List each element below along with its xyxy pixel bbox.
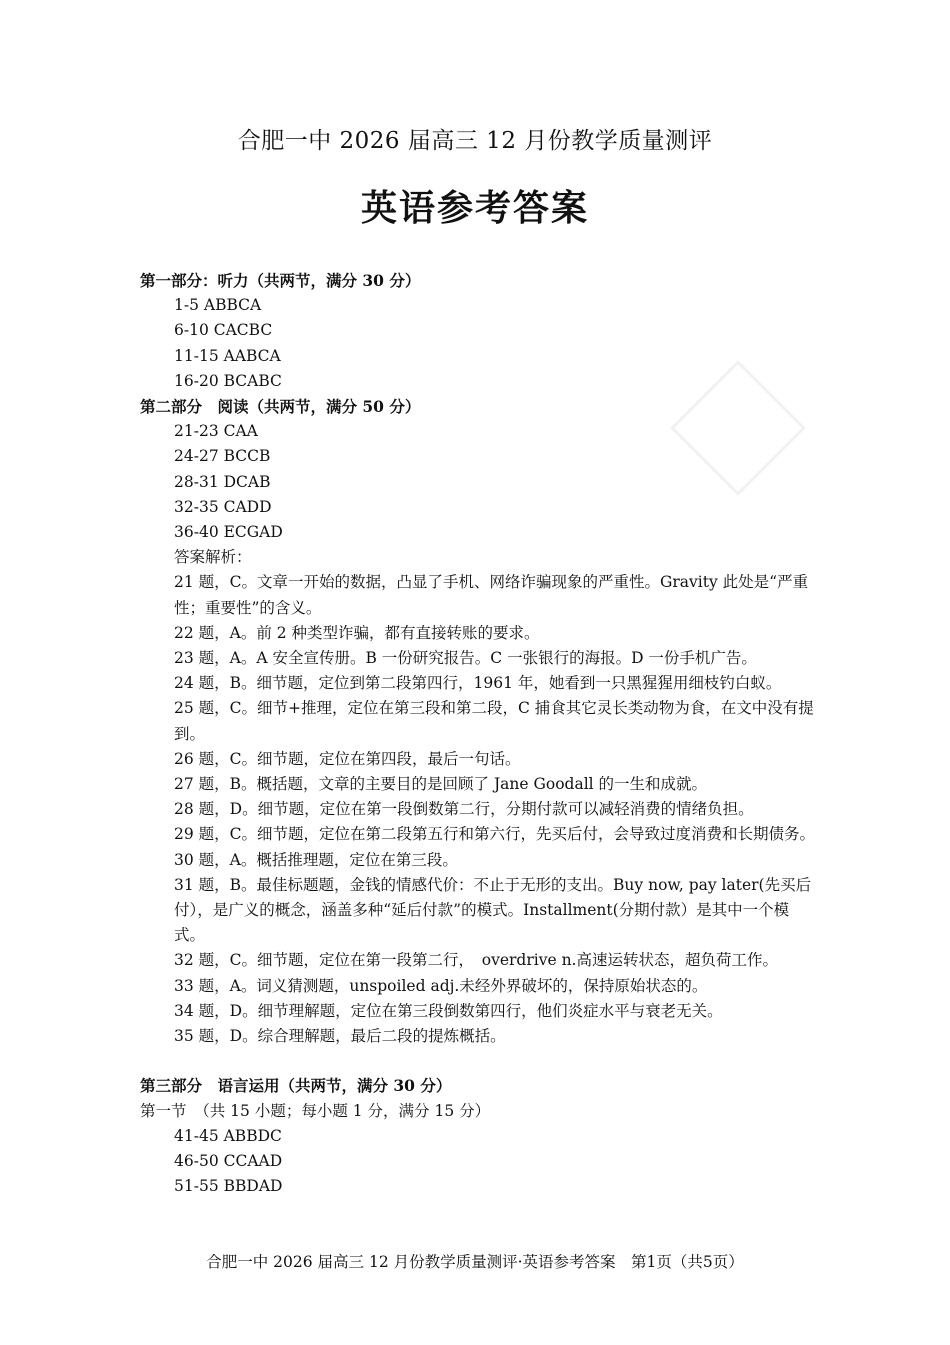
part1-heading: 第一部分：听力（共两节，满分 30 分）: [140, 271, 421, 290]
answer-line: 6-10 CACBC: [174, 321, 273, 340]
section1-heading: 第一节 （共 15 小题；每小题 1 分，满分 15 分）: [140, 1101, 491, 1120]
explanation: 28 题，D。细节题，定位在第一段倒数第二行，分期付款可以减轻消费的情绪负担。: [174, 800, 754, 819]
exam-title: 合肥一中 2026 届高三 12 月份教学质量测评: [237, 128, 713, 154]
explanation: 30 题，A。概括推理题，定位在第三段。: [174, 850, 458, 869]
answer-line: 32-35 CADD: [174, 497, 272, 516]
explanation: 26 题，C。细节题，定位在第四段，最后一句话。: [174, 749, 521, 768]
explanation: 29 题，C。细节题，定位在第二段第五行和第六行，先买后付，会导致过度消费和长期债务。: [174, 825, 816, 844]
answer-line: 24-27 BCCB: [174, 447, 271, 466]
explanation: 22 题，A。前 2 种类型诈骗，都有直接转账的要求。: [174, 623, 540, 642]
answer-line: 41-45 ABBDC: [174, 1126, 282, 1145]
answer-line: 1-5 ABBCA: [174, 296, 262, 315]
answer-line: 36-40 ECGAD: [174, 523, 283, 542]
answer-line: 51-55 BBDAD: [174, 1177, 283, 1196]
page-footer: 合肥一中 2026 届高三 12 月份教学质量测评·英语参考答案 第1页（共5页）: [206, 1253, 744, 1271]
part3-heading: 第三部分 语言运用（共两节，满分 30 分）: [140, 1076, 452, 1096]
explanation: 31 题，B。最佳标题题，金钱的情感代价：不止于无形的支出。Buy now, pay later(先买后付），是广义的概念，涵盖多种“延后付款”的模式。Installment(分期付款）是其中一个模式。: [174, 875, 812, 945]
explanation: 23 题，A。A 安全宣传册。B 一份研究报告。C 一张银行的海报。D 一份手机广告。: [174, 649, 757, 668]
explanation: 34 题，D。细节理解题，定位在第三段倒数第四行，他们炎症水平与衰老无关。: [174, 1001, 723, 1020]
document-subtitle: 英语参考答案: [360, 187, 589, 229]
answer-line: 46-50 CCAAD: [174, 1151, 283, 1170]
answer-line: 28-31 DCAB: [174, 472, 271, 491]
spacer: [140, 1049, 820, 1073]
answer-line: 11-15 AABCA: [174, 346, 281, 365]
explanation: 24 题，B。细节题，定位到第二段第四行，1961 年，她看到一只黑猩猩用细枝钓白蚁。: [174, 674, 782, 693]
answer-content: [140, 268, 820, 1199]
analysis-label: 答案解析：: [174, 548, 252, 567]
explanation: 33 题，A。词义猜测题，unspoiled adj.未经外界破坏的，保持原始状态的。: [174, 976, 708, 995]
explanation: 35 题，D。综合理解题，最后二段的提炼概括。: [174, 1027, 506, 1046]
part2-heading: 第二部分 阅读（共两节，满分 50 分）: [140, 397, 421, 417]
explanation: 32 题，C。细节题，定位在第一段第二行， overdrive n.高速运转状态，超负荷工作。: [174, 951, 778, 970]
answer-line: 21-23 CAA: [174, 422, 258, 441]
explanation: 25 题，C。细节+推理，定位在第三段和第二段，C 捕食其它灵长类动物为食，在文中没有提到。: [174, 699, 814, 743]
answer-line: 16-20 BCABC: [174, 371, 282, 390]
explanation: 27 题，B。概括题，文章的主要目的是回顾了 Jane Goodall 的一生和成就。: [174, 775, 708, 794]
explanation: 21 题，C。文章一开始的数据，凸显了手机、网络诈骗现象的严重性。Gravity 此处是“严重性；重要性”的含义。: [174, 573, 809, 617]
